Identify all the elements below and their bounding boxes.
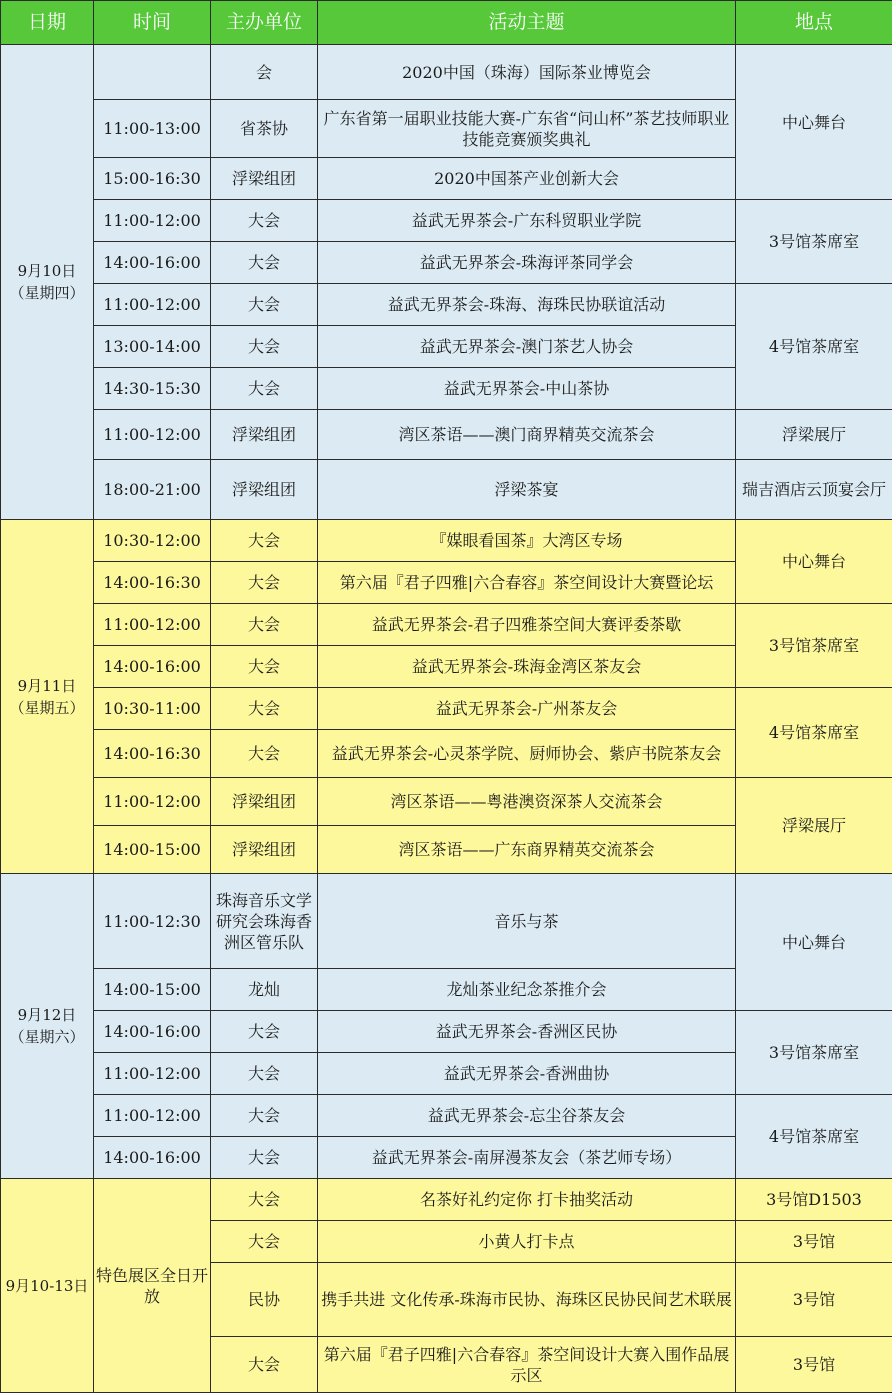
time-cell: 10:30-12:00 — [94, 520, 211, 562]
organizer-cell: 珠海音乐文学研究会珠海香洲区管乐队 — [211, 874, 318, 969]
table-row — [1, 45, 892, 100]
topic-cell: 益武无界茶会-广东科贸职业学院 — [318, 200, 736, 242]
time-cell: 10:30-11:00 — [94, 688, 211, 730]
topic-cell: 龙灿茶业纪念茶推介会 — [318, 969, 736, 1011]
organizer-cell: 会 — [211, 45, 318, 100]
topic-cell: 小黄人打卡点 — [318, 1221, 736, 1263]
topic-cell: 益武无界茶会-珠海金湾区茶友会 — [318, 646, 736, 688]
organizer-cell: 龙灿 — [211, 969, 318, 1011]
time-cell: 14:00-16:00 — [94, 1011, 211, 1053]
topic-cell: 第六届『君子四雅|六合春容』茶空间设计大赛暨论坛 — [318, 562, 736, 604]
table-row — [1, 200, 892, 242]
topic-cell: 第六届『君子四雅|六合春容』茶空间设计大赛入围作品展示区 — [318, 1337, 736, 1393]
topic-cell: 益武无界茶会-南屏漫茶友会（茶艺师专场） — [318, 1137, 736, 1179]
time-cell: 11:00-12:30 — [94, 874, 211, 969]
organizer-cell: 大会 — [211, 1011, 318, 1053]
venue-cell: 3号馆D1503 — [736, 1179, 892, 1221]
venue-cell: 瑞吉酒店云顶宴会厅 — [736, 460, 892, 520]
organizer-cell: 大会 — [211, 688, 318, 730]
table-row — [1, 460, 892, 520]
organizer-cell: 大会 — [211, 1137, 318, 1179]
organizer-cell: 省茶协 — [211, 100, 318, 158]
organizer-cell: 大会 — [211, 1337, 318, 1393]
time-cell: 14:00-16:30 — [94, 562, 211, 604]
header-time: 时间 — [94, 1, 211, 45]
topic-cell: 益武无界茶会-珠海评茶同学会 — [318, 242, 736, 284]
topic-cell: 湾区茶语——粤港澳资深茶人交流茶会 — [318, 778, 736, 826]
venue-cell: 中心舞台 — [736, 874, 892, 1011]
venue-cell: 3号馆 — [736, 1337, 892, 1393]
organizer-cell: 民协 — [211, 1263, 318, 1337]
time-cell: 11:00-12:00 — [94, 1095, 211, 1137]
time-cell: 14:00-16:00 — [94, 646, 211, 688]
table-row — [1, 410, 892, 460]
organizer-cell: 大会 — [211, 730, 318, 778]
organizer-cell: 大会 — [211, 1179, 318, 1221]
table-row — [1, 688, 892, 730]
date-cell: 9月11日（星期五） — [1, 520, 94, 874]
time-cell: 11:00-12:00 — [94, 1053, 211, 1095]
venue-cell: 4号馆茶席室 — [736, 1095, 892, 1179]
organizer-cell: 浮梁组团 — [211, 410, 318, 460]
time-cell: 18:00-21:00 — [94, 460, 211, 520]
time-cell: 11:00-12:00 — [94, 200, 211, 242]
organizer-cell: 大会 — [211, 1221, 318, 1263]
time-cell: 14:00-15:00 — [94, 826, 211, 874]
venue-cell: 中心舞台 — [736, 520, 892, 604]
topic-cell: 2020中国（珠海）国际茶业博览会 — [318, 45, 736, 100]
header-topic: 活动主题 — [318, 1, 736, 45]
topic-cell: 2020中国茶产业创新大会 — [318, 158, 736, 200]
time-cell: 14:00-16:00 — [94, 1137, 211, 1179]
table-row — [1, 604, 892, 646]
organizer-cell: 浮梁组团 — [211, 778, 318, 826]
organizer-cell: 大会 — [211, 646, 318, 688]
topic-cell: 益武无界茶会-中山茶协 — [318, 368, 736, 410]
table-row — [1, 284, 892, 326]
time-cell: 13:00-14:00 — [94, 326, 211, 368]
topic-cell: 名茶好礼约定你 打卡抽奖活动 — [318, 1179, 736, 1221]
organizer-cell: 大会 — [211, 604, 318, 646]
organizer-cell: 大会 — [211, 1095, 318, 1137]
time-cell: 11:00-12:00 — [94, 604, 211, 646]
date-cell: 9月10-13日 — [1, 1179, 94, 1393]
organizer-cell: 大会 — [211, 200, 318, 242]
header-date: 日期 — [1, 1, 94, 45]
time-cell: 11:00-12:00 — [94, 410, 211, 460]
topic-cell: 浮梁茶宴 — [318, 460, 736, 520]
date-cell: 9月10日（星期四） — [1, 45, 94, 520]
header-row — [1, 1, 892, 45]
topic-cell: 益武无界茶会-澳门茶艺人协会 — [318, 326, 736, 368]
time-cell: 特色展区全日开放 — [94, 1179, 211, 1393]
topic-cell: 益武无界茶会-珠海、海珠民协联谊活动 — [318, 284, 736, 326]
time-cell: 11:00-12:00 — [94, 284, 211, 326]
topic-cell: 益武无界茶会-香洲区民协 — [318, 1011, 736, 1053]
table-row — [1, 778, 892, 826]
time-cell: 14:30-15:30 — [94, 368, 211, 410]
topic-cell: 益武无界茶会-君子四雅茶空间大赛评委茶歇 — [318, 604, 736, 646]
organizer-cell: 大会 — [211, 368, 318, 410]
organizer-cell: 大会 — [211, 284, 318, 326]
organizer-cell: 大会 — [211, 520, 318, 562]
topic-cell: 广东省第一届职业技能大赛-广东省“问山杯”茶艺技师职业技能竞赛颁奖典礼 — [318, 100, 736, 158]
organizer-cell: 大会 — [211, 562, 318, 604]
organizer-cell: 大会 — [211, 242, 318, 284]
venue-cell: 4号馆茶席室 — [736, 688, 892, 778]
organizer-cell: 浮梁组团 — [211, 826, 318, 874]
topic-cell: 益武无界茶会-香洲曲协 — [318, 1053, 736, 1095]
venue-cell: 浮梁展厅 — [736, 778, 892, 874]
time-cell: 14:00-16:00 — [94, 242, 211, 284]
venue-cell: 浮梁展厅 — [736, 410, 892, 460]
table-row — [1, 1095, 892, 1137]
venue-cell: 中心舞台 — [736, 45, 892, 200]
topic-cell: 音乐与茶 — [318, 874, 736, 969]
table-row — [1, 520, 892, 562]
table-row — [1, 1011, 892, 1053]
venue-cell: 3号馆茶席室 — [736, 200, 892, 284]
time-cell: 14:00-16:30 — [94, 730, 211, 778]
topic-cell: 湾区茶语——广东商界精英交流茶会 — [318, 826, 736, 874]
organizer-cell: 浮梁组团 — [211, 158, 318, 200]
venue-cell: 3号馆茶席室 — [736, 604, 892, 688]
topic-cell: 携手共进 文化传承-珠海市民协、海珠区民协民间艺术联展 — [318, 1263, 736, 1337]
topic-cell: 益武无界茶会-广州茶友会 — [318, 688, 736, 730]
time-cell: 11:00-13:00 — [94, 100, 211, 158]
table-row — [1, 874, 892, 969]
topic-cell: 益武无界茶会-心灵茶学院、厨师协会、紫庐书院茶友会 — [318, 730, 736, 778]
venue-cell: 3号馆 — [736, 1263, 892, 1337]
organizer-cell: 大会 — [211, 326, 318, 368]
table-row — [1, 1179, 892, 1221]
time-cell: 11:00-12:00 — [94, 778, 211, 826]
venue-cell: 3号馆 — [736, 1221, 892, 1263]
time-cell: 14:00-15:00 — [94, 969, 211, 1011]
date-cell: 9月12日（星期六） — [1, 874, 94, 1179]
header-venue: 地点 — [736, 1, 892, 45]
header-organizer: 主办单位 — [211, 1, 318, 45]
time-cell — [94, 45, 211, 100]
venue-cell: 4号馆茶席室 — [736, 284, 892, 410]
organizer-cell: 浮梁组团 — [211, 460, 318, 520]
topic-cell: 益武无界茶会-忘尘谷茶友会 — [318, 1095, 736, 1137]
topic-cell: 『媒眼看国茶』大湾区专场 — [318, 520, 736, 562]
topic-cell: 湾区茶语——澳门商界精英交流茶会 — [318, 410, 736, 460]
venue-cell: 3号馆茶席室 — [736, 1011, 892, 1095]
time-cell: 15:00-16:30 — [94, 158, 211, 200]
organizer-cell: 大会 — [211, 1053, 318, 1095]
